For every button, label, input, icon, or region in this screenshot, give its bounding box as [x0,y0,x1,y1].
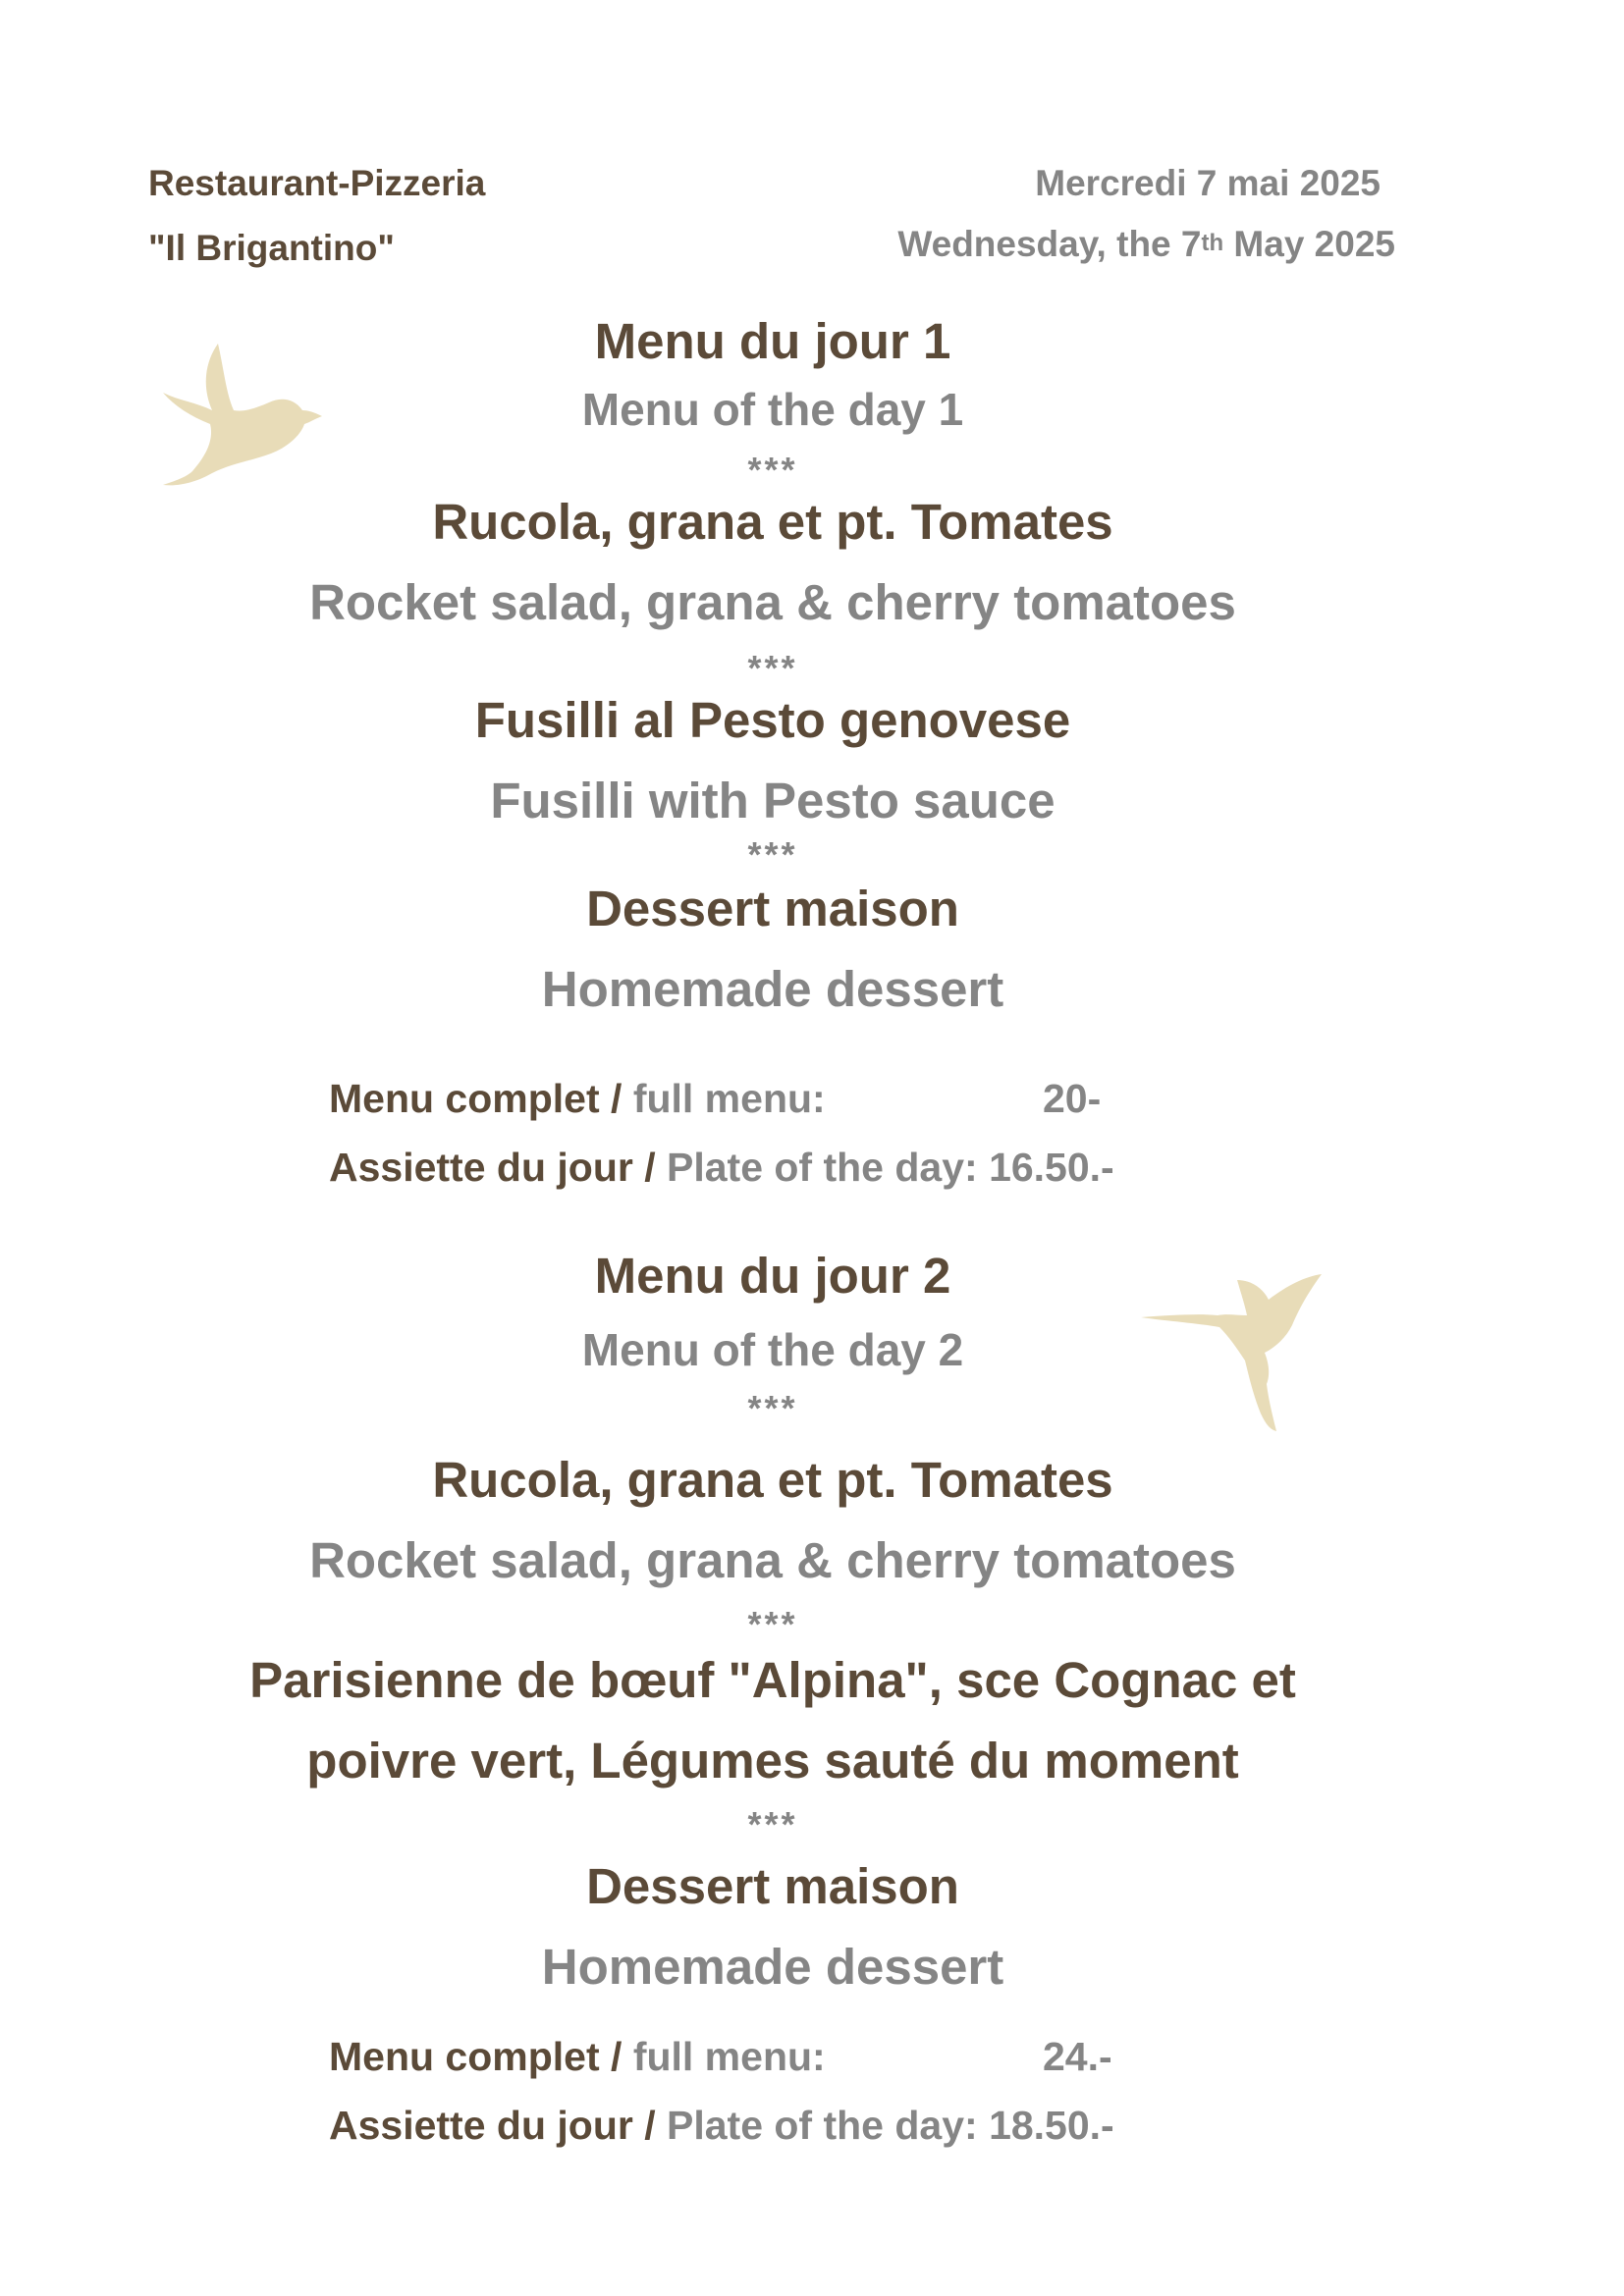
menu2-full-price: 24.- [1043,2034,1112,2079]
separator: *** [747,648,798,688]
menu2-plate-price-line: Assiette du jour / Plate of the day: 18.50.- [329,2103,1114,2148]
menu1-main-fr: Fusilli al Pesto genovese [474,692,1071,748]
date-french: Mercredi 7 mai 2025 [1035,163,1380,203]
date-english: Wednesday, the 7th May 2025 [897,224,1395,264]
separator: *** [747,1604,798,1644]
menu2-subtitle: Menu of the day 2 [581,1324,964,1375]
menu2-starter-en: Rocket salad, grana & cherry tomatoes [309,1532,1236,1588]
restaurant-name-line1: Restaurant-Pizzeria [148,163,486,203]
separator: *** [747,1804,798,1844]
menu1-plate-price-line: Assiette du jour / Plate of the day: 16.50.- [329,1145,1114,1190]
menu2-main-fr-line1: Parisienne de bœuf "Alpina", sce Cognac et [249,1652,1296,1708]
menu1-starter-en: Rocket salad, grana & cherry tomatoes [309,574,1236,630]
menu1-main-en: Fusilli with Pesto sauce [490,773,1056,828]
menu1-full-price-line: Menu complet / full menu: [329,1076,826,1121]
menu2-starter-fr: Rucola, grana et pt. Tomates [432,1452,1113,1508]
menu1-starter-fr: Rucola, grana et pt. Tomates [432,494,1113,550]
menu1-full-price: 20- [1043,1076,1102,1121]
menu1-dessert-fr: Dessert maison [586,881,959,936]
menu2-dessert-fr: Dessert maison [586,1858,959,1914]
menu2-main-fr-line2: poivre vert, Légumes sauté du moment [306,1733,1239,1789]
separator: *** [747,450,798,490]
menu2-dessert-en: Homemade dessert [541,1939,1004,1995]
menu1-dessert-en: Homemade dessert [541,961,1004,1017]
menu1-subtitle: Menu of the day 1 [581,384,964,435]
menu2-title: Menu du jour 2 [594,1248,951,1304]
menu1-title: Menu du jour 1 [594,313,951,369]
separator: *** [747,834,798,875]
restaurant-name-line2: "Il Brigantino" [148,228,395,268]
separator: *** [747,1388,798,1428]
menu2-full-price-line: Menu complet / full menu: [329,2034,826,2079]
